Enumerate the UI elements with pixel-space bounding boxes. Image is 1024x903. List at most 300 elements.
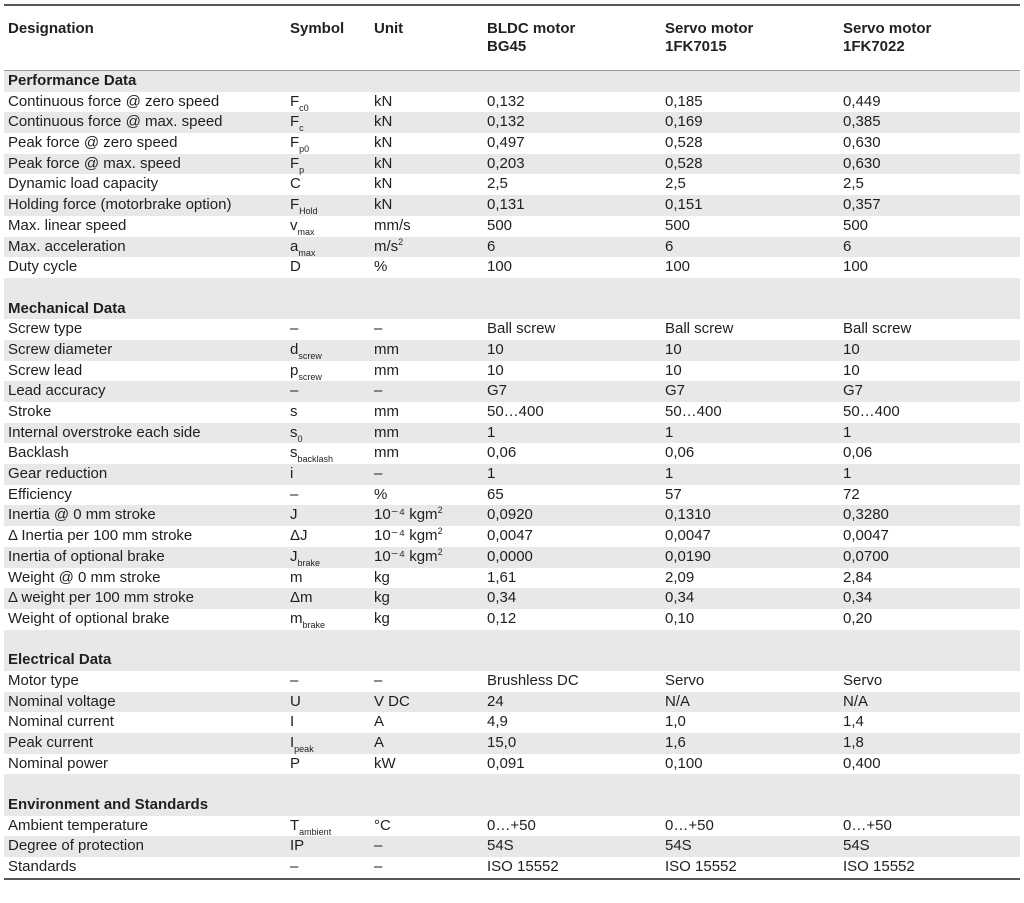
value-bldc-bg45: 0,34 [487, 589, 517, 607]
row-unit [374, 692, 410, 713]
value-bldc-bg45: 10 [487, 361, 504, 379]
value-servo-1fk7015: 2,09 [665, 568, 695, 586]
value-servo-1fk7022: 0,20 [843, 609, 873, 627]
symbol-base: I [290, 713, 295, 731]
symbol-subscript: Hold [299, 206, 318, 217]
bottom-rule [4, 878, 1020, 880]
table-row [4, 257, 1020, 278]
section-spacer [4, 278, 1020, 299]
unit-base: kN [374, 154, 393, 172]
header-col1-line2: BG45 [487, 38, 527, 55]
symbol-base: m [290, 609, 303, 627]
value-servo-1fk7022: 0,400 [843, 754, 881, 772]
spec-table [4, 0, 1020, 880]
header-col3-line1: Servo motor [843, 20, 932, 37]
value-bldc-bg45: 500 [487, 216, 513, 234]
symbol-base: U [290, 692, 301, 710]
header-designation: Designation [8, 20, 94, 37]
section-title: Performance Data [8, 72, 137, 89]
row-symbol [290, 133, 309, 154]
value-servo-1fk7022: 1 [843, 465, 852, 483]
row-symbol [290, 154, 304, 175]
value-servo-1fk7022: Ball screw [843, 320, 912, 338]
section-title: Electrical Data [8, 651, 112, 669]
table-row [4, 154, 1020, 175]
unit-base: kg [374, 589, 390, 607]
row-unit [374, 526, 443, 547]
value-bldc-bg45: G7 [487, 382, 508, 400]
value-servo-1fk7015: 0,34 [665, 589, 695, 607]
symbol-subscript: peak [294, 744, 314, 754]
symbol-base: a [290, 237, 299, 255]
header-bldc-bg45 [487, 20, 575, 56]
value-servo-1fk7022: 50…400 [843, 403, 900, 420]
row-symbol [290, 588, 313, 609]
value-servo-1fk7022: 6 [843, 237, 852, 255]
value-servo-1fk7022: 0,630 [843, 154, 881, 172]
value-servo-1fk7022: 100 [843, 258, 869, 276]
row-unit [374, 319, 382, 340]
symbol-base: s [290, 423, 298, 441]
row-designation: Standards [8, 858, 77, 876]
unit-base: 10⁻⁴ kgm [374, 527, 438, 545]
symbol-base: – [290, 382, 299, 400]
value-bldc-bg45: 24 [487, 692, 504, 710]
row-unit [374, 857, 382, 878]
header-col1-line1: BLDC motor [487, 20, 576, 37]
row-unit [374, 340, 399, 361]
value-servo-1fk7022: 0,0700 [843, 547, 889, 565]
value-servo-1fk7015: 0,1310 [665, 506, 711, 524]
row-designation: Screw lead [8, 361, 83, 379]
value-servo-1fk7015: 0,06 [665, 444, 695, 462]
table-row [4, 754, 1020, 775]
row-designation: Nominal power [8, 754, 109, 772]
row-designation: Inertia @ 0 mm stroke [8, 506, 156, 524]
table-row [4, 381, 1020, 402]
value-bldc-bg45: 0,0000 [487, 547, 533, 565]
table-row [4, 216, 1020, 237]
row-symbol [290, 526, 308, 547]
table-row [4, 568, 1020, 589]
symbol-base: F [290, 154, 300, 172]
row-symbol [290, 195, 318, 216]
table-row [4, 423, 1020, 444]
row-designation: Peak force @ max. speed [8, 154, 181, 172]
unit-base: 10⁻⁴ kgm [374, 547, 438, 565]
table-row [4, 174, 1020, 195]
value-servo-1fk7015: 0,0047 [665, 527, 711, 545]
row-designation: Screw diameter [8, 340, 113, 358]
unit-base: mm [374, 403, 399, 420]
row-unit [374, 237, 403, 258]
value-servo-1fk7022: 0,385 [843, 113, 881, 131]
table-row [4, 836, 1020, 857]
value-servo-1fk7022: G7 [843, 382, 864, 400]
row-unit [374, 588, 390, 609]
value-servo-1fk7015: 57 [665, 485, 682, 503]
unit-base: mm [374, 361, 399, 379]
table-row [4, 133, 1020, 154]
value-servo-1fk7022: 2,5 [843, 175, 864, 193]
unit-base: % [374, 258, 388, 276]
table-row [4, 505, 1020, 526]
row-designation: Max. acceleration [8, 237, 126, 255]
row-symbol [290, 423, 303, 444]
table-row [4, 816, 1020, 837]
value-servo-1fk7022: 0,06 [843, 444, 873, 462]
unit-base: mm [374, 423, 399, 441]
row-symbol [290, 464, 293, 485]
unit-base: A [374, 713, 385, 731]
row-designation: Inertia of optional brake [8, 547, 165, 565]
unit-superscript: 2 [437, 526, 443, 537]
table-row [4, 112, 1020, 133]
section-title: Mechanical Data [8, 299, 126, 317]
value-servo-1fk7015: 0,10 [665, 609, 695, 627]
row-unit [374, 402, 399, 423]
row-unit [374, 216, 411, 237]
row-designation: Continuous force @ max. speed [8, 113, 223, 131]
value-servo-1fk7015: Servo [665, 671, 705, 689]
symbol-subscript: p [299, 164, 305, 175]
row-symbol [290, 754, 300, 775]
unit-base: kN [374, 196, 393, 214]
symbol-base: ΔJ [290, 527, 308, 545]
row-unit [374, 754, 396, 775]
value-bldc-bg45: 0,091 [487, 754, 525, 772]
row-symbol [290, 857, 298, 878]
row-symbol [290, 112, 304, 133]
symbol-base: J [290, 547, 298, 565]
row-symbol [290, 340, 322, 361]
value-servo-1fk7015: 1 [665, 465, 674, 483]
row-symbol [290, 609, 325, 630]
value-bldc-bg45: 0,203 [487, 154, 525, 172]
value-bldc-bg45: 65 [487, 485, 504, 503]
symbol-subscript: max [297, 226, 315, 237]
unit-base: – [374, 837, 383, 855]
value-bldc-bg45: ISO 15552 [487, 858, 559, 876]
row-symbol [290, 712, 294, 733]
row-unit [374, 836, 382, 857]
value-servo-1fk7022: N/A [843, 692, 869, 710]
row-designation: Nominal current [8, 713, 114, 731]
row-unit [374, 381, 382, 402]
symbol-base: J [290, 506, 298, 524]
unit-base: kN [374, 134, 393, 152]
unit-base: – [374, 382, 383, 400]
symbol-subscript: c0 [299, 102, 309, 113]
unit-superscript: 2 [437, 505, 443, 516]
table-row [4, 485, 1020, 506]
section-spacer [4, 630, 1020, 651]
value-servo-1fk7015: 6 [665, 237, 674, 255]
row-designation: Peak current [8, 734, 94, 751]
symbol-subscript: 0 [297, 433, 303, 444]
header-col3-line2: 1FK7022 [843, 38, 905, 55]
value-bldc-bg45: 10 [487, 340, 504, 358]
value-servo-1fk7015: 500 [665, 216, 691, 234]
unit-base: mm/s [374, 216, 411, 234]
table-row [4, 547, 1020, 568]
section-heading [4, 795, 1020, 816]
value-servo-1fk7015: 1 [665, 423, 674, 441]
table-row [4, 526, 1020, 547]
row-designation: Holding force (motorbrake option) [8, 196, 232, 214]
row-symbol [290, 836, 304, 857]
symbol-subscript: p0 [299, 144, 310, 155]
row-designation: Δ weight per 100 mm stroke [8, 589, 194, 607]
symbol-base: T [290, 816, 300, 834]
unit-base: kN [374, 113, 393, 131]
row-designation: Stroke [8, 403, 52, 420]
symbol-base: – [290, 485, 299, 503]
symbol-base: IP [290, 837, 305, 855]
value-servo-1fk7022: 0…+50 [843, 816, 892, 834]
value-servo-1fk7015: 50…400 [665, 403, 722, 420]
unit-base: – [374, 858, 383, 876]
row-symbol [290, 485, 298, 506]
value-servo-1fk7022: ISO 15552 [843, 858, 915, 876]
table-row [4, 588, 1020, 609]
row-unit [374, 257, 387, 278]
symbol-base: Δm [290, 589, 313, 607]
value-servo-1fk7022: 0,0047 [843, 527, 889, 545]
row-symbol [290, 568, 303, 589]
unit-base: kN [374, 92, 393, 110]
table-row [4, 340, 1020, 361]
value-servo-1fk7022: 0,3280 [843, 506, 889, 524]
symbol-subscript: backlash [297, 454, 334, 465]
value-bldc-bg45: 0,132 [487, 113, 525, 131]
row-symbol [290, 174, 301, 195]
table-row [4, 443, 1020, 464]
value-servo-1fk7022: 0,34 [843, 589, 873, 607]
table-row [4, 857, 1020, 878]
row-symbol [290, 257, 301, 278]
symbol-base: F [290, 113, 300, 131]
value-bldc-bg45: 0,0047 [487, 527, 533, 545]
symbol-subscript: screw [298, 350, 322, 361]
row-designation: Degree of protection [8, 837, 144, 855]
row-symbol [290, 816, 331, 837]
table-row [4, 464, 1020, 485]
symbol-base: F [290, 134, 300, 152]
value-servo-1fk7015: 1,0 [665, 713, 686, 731]
value-bldc-bg45: Brushless DC [487, 671, 579, 689]
unit-base: kg [374, 609, 390, 627]
value-bldc-bg45: 0,06 [487, 444, 517, 462]
row-unit [374, 671, 382, 692]
row-symbol [290, 733, 314, 754]
row-symbol [290, 237, 315, 258]
value-servo-1fk7022: 1,8 [843, 734, 864, 751]
section-heading [4, 71, 1020, 92]
value-servo-1fk7015: ISO 15552 [665, 858, 737, 876]
row-symbol [290, 319, 298, 340]
symbol-base: v [290, 216, 298, 234]
header-col2-line1: Servo motor [665, 20, 754, 37]
value-servo-1fk7022: 72 [843, 485, 860, 503]
value-bldc-bg45: 1,61 [487, 568, 517, 586]
row-designation: Max. linear speed [8, 216, 127, 234]
row-symbol [290, 692, 301, 713]
row-symbol [290, 92, 309, 113]
value-servo-1fk7015: 0,169 [665, 113, 703, 131]
symbol-subscript: max [298, 247, 316, 258]
row-designation: Motor type [8, 671, 79, 689]
value-servo-1fk7015: Ball screw [665, 320, 734, 338]
value-servo-1fk7015: G7 [665, 382, 686, 400]
row-unit [374, 174, 392, 195]
row-symbol [290, 381, 298, 402]
row-unit [374, 195, 392, 216]
value-servo-1fk7015: 10 [665, 340, 682, 358]
value-servo-1fk7015: 0,100 [665, 754, 703, 772]
symbol-base: – [290, 671, 299, 689]
value-bldc-bg45: 1 [487, 423, 496, 441]
value-servo-1fk7022: 54S [843, 837, 870, 855]
symbol-base: m [290, 568, 303, 586]
section-spacer [4, 774, 1020, 795]
row-unit [374, 816, 391, 837]
table-row [4, 733, 1020, 754]
row-unit [374, 733, 384, 754]
row-unit [374, 443, 399, 464]
section-heading [4, 299, 1020, 320]
row-unit [374, 485, 387, 506]
symbol-base: – [290, 858, 299, 876]
header-symbol: Symbol [290, 20, 345, 37]
unit-base: °C [374, 816, 391, 834]
value-servo-1fk7022: 0,630 [843, 134, 881, 152]
table-row [4, 671, 1020, 692]
unit-superscript: 2 [437, 546, 443, 557]
symbol-base: D [290, 258, 301, 276]
unit-base: V DC [374, 692, 410, 710]
unit-base: – [374, 320, 383, 338]
row-unit [374, 112, 392, 133]
row-designation: Nominal voltage [8, 692, 116, 710]
unit-base: kN [374, 175, 393, 193]
table-header [4, 6, 1020, 70]
row-designation: Δ Inertia per 100 mm stroke [8, 527, 193, 545]
value-servo-1fk7015: 1,6 [665, 734, 686, 751]
table-body [4, 71, 1020, 878]
row-designation: Screw type [8, 320, 83, 338]
value-servo-1fk7015: 0,151 [665, 196, 703, 214]
row-unit [374, 505, 443, 526]
row-unit [374, 361, 399, 382]
table-row [4, 402, 1020, 423]
value-bldc-bg45: 0…+50 [487, 816, 536, 834]
row-designation: Dynamic load capacity [8, 175, 159, 193]
value-bldc-bg45: 100 [487, 258, 513, 276]
unit-base: – [374, 465, 383, 483]
symbol-subscript: screw [298, 371, 322, 382]
row-unit [374, 464, 382, 485]
row-symbol [290, 443, 333, 464]
value-servo-1fk7022: 10 [843, 340, 860, 358]
row-unit [374, 423, 399, 444]
header-servo-1fk7015 [665, 20, 753, 56]
value-bldc-bg45: 54S [487, 837, 514, 855]
value-servo-1fk7015: 0,185 [665, 92, 703, 110]
row-designation: Internal overstroke each side [8, 423, 201, 441]
table-row [4, 692, 1020, 713]
table-row [4, 319, 1020, 340]
unit-base: 10⁻⁴ kgm [374, 506, 438, 524]
row-symbol [290, 402, 298, 423]
value-bldc-bg45: 4,9 [487, 713, 508, 731]
row-symbol [290, 671, 298, 692]
symbol-subscript: c [299, 123, 304, 134]
unit-base: mm [374, 340, 399, 358]
value-servo-1fk7015: 0,528 [665, 154, 703, 172]
value-servo-1fk7015: N/A [665, 692, 691, 710]
unit-superscript: 2 [398, 236, 404, 247]
row-symbol [290, 547, 320, 568]
value-bldc-bg45: 50…400 [487, 403, 544, 420]
value-bldc-bg45: 15,0 [487, 734, 517, 751]
row-unit [374, 547, 443, 568]
value-servo-1fk7015: 100 [665, 258, 691, 276]
value-bldc-bg45: Ball screw [487, 320, 556, 338]
unit-base: mm [374, 444, 399, 462]
row-unit [374, 568, 390, 589]
value-servo-1fk7022: Servo [843, 671, 883, 689]
symbol-base: p [290, 361, 299, 379]
row-designation: Weight of optional brake [8, 609, 170, 627]
value-servo-1fk7015: 0…+50 [665, 816, 714, 834]
value-servo-1fk7022: 500 [843, 216, 869, 234]
row-unit [374, 133, 392, 154]
value-bldc-bg45: 1 [487, 465, 496, 483]
table-row [4, 92, 1020, 113]
table-row [4, 712, 1020, 733]
value-bldc-bg45: 0,131 [487, 196, 525, 214]
header-col2-line2: 1FK7015 [665, 38, 727, 55]
symbol-subscript: brake [297, 557, 321, 568]
value-servo-1fk7015: 0,528 [665, 134, 703, 152]
symbol-base: F [290, 92, 300, 110]
value-servo-1fk7022: 1,4 [843, 713, 864, 731]
symbol-subscript: ambient [299, 826, 332, 837]
value-servo-1fk7015: 54S [665, 837, 692, 855]
row-designation: Lead accuracy [8, 382, 106, 400]
value-bldc-bg45: 2,5 [487, 175, 508, 193]
table-row [4, 609, 1020, 630]
header-unit: Unit [374, 20, 404, 37]
row-unit [374, 92, 392, 113]
value-servo-1fk7022: 0,357 [843, 196, 881, 214]
unit-base: kg [374, 568, 390, 586]
row-designation: Gear reduction [8, 465, 108, 483]
value-bldc-bg45: 0,497 [487, 134, 525, 152]
value-bldc-bg45: 0,132 [487, 92, 525, 110]
unit-base: % [374, 485, 388, 503]
value-bldc-bg45: 0,0920 [487, 506, 533, 524]
value-servo-1fk7015: 2,5 [665, 175, 686, 193]
symbol-subscript: brake [302, 619, 326, 630]
symbol-base: P [290, 754, 301, 772]
section-heading [4, 650, 1020, 671]
row-unit [374, 609, 390, 630]
value-servo-1fk7022: 1 [843, 423, 852, 441]
unit-base: m/s [374, 237, 399, 255]
table-row [4, 195, 1020, 216]
